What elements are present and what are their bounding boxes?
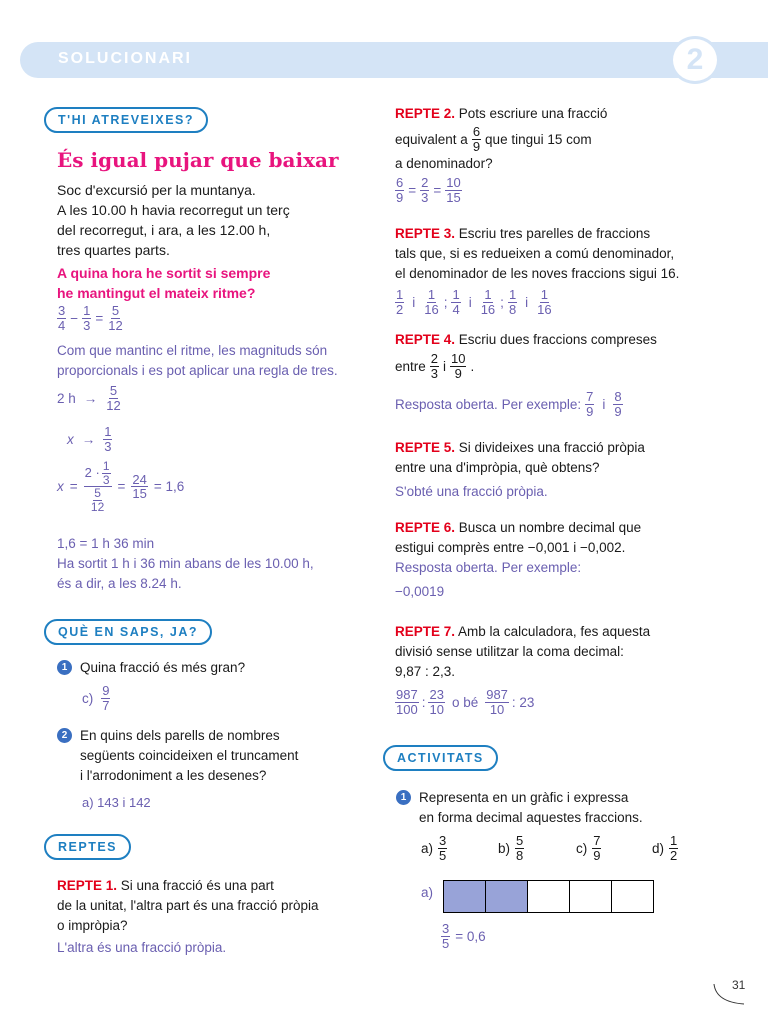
repte-answer: L'altra és una fracció pròpia. bbox=[57, 940, 227, 955]
question-line: següents coincideixen el truncament bbox=[80, 748, 299, 763]
repte-answer: −0,0019 bbox=[395, 584, 445, 599]
repte-3-answer: $\frac{1}{2}$ i $\frac{1}{16}$ ; $\frac{1}{4}$ i $\frac{1}{16}$ ; $\frac{1}{8}$ i $\frac{1}{16}$ bbox=[396, 287, 552, 317]
number-bullet: 1 bbox=[57, 660, 72, 675]
repte-4-answer: Resposta oberta. Per exemple: $\frac{7}{9}$ i $\frac{8}{9}$ bbox=[395, 389, 622, 419]
variable: x bbox=[57, 479, 64, 495]
question-2-answer: a) 143 i 142 bbox=[82, 795, 151, 810]
repte-text: Escriu tres parelles de fraccions bbox=[458, 226, 651, 241]
repte-text: Amb la calculadora, fes aquesta bbox=[458, 624, 651, 639]
question-text bbox=[80, 726, 298, 786]
activity-line: en forma decimal aquestes fraccions. bbox=[419, 810, 643, 825]
fraction: $\frac{3}{4}$ bbox=[58, 303, 66, 333]
repte-text: Escriu dues fraccions compreses bbox=[458, 332, 657, 347]
option-d: d) $\frac{1}{2}$ bbox=[652, 833, 678, 863]
rule-of-three-row-2 bbox=[67, 425, 112, 453]
number-bullet: 2 bbox=[57, 728, 72, 743]
fraction: $\frac{9}{7}$ bbox=[102, 683, 110, 713]
problem-title: És igual pujar que baixar bbox=[57, 148, 339, 172]
question-line: En quins dels parells de nombres bbox=[80, 728, 280, 743]
explanation-line: proporcionals i es pot aplicar una regla de tres. bbox=[57, 363, 338, 378]
repte-2 bbox=[395, 104, 755, 204]
repte-text: 9,87 : 2,3. bbox=[395, 664, 456, 679]
repte-7-answer: $\frac{987}{100}$ : $\frac{23}{10}$ o bé $\frac{987}{10}$ : 23 bbox=[396, 687, 535, 717]
time-line: 1,6 = 1 h 36 min bbox=[57, 536, 155, 551]
repte-text: equivalent a bbox=[395, 131, 468, 147]
problem-question bbox=[57, 263, 270, 303]
grid-cell bbox=[570, 881, 612, 912]
repte-text: o impròpia? bbox=[57, 918, 128, 933]
repte-3 bbox=[395, 224, 760, 316]
number-bullet: 1 bbox=[396, 790, 411, 805]
grid-cell bbox=[612, 881, 653, 912]
repte-label: REPTE 7. bbox=[395, 624, 456, 639]
repte-text: que tingui 15 com bbox=[485, 131, 592, 147]
result: = 1,6 bbox=[153, 479, 185, 495]
final-answer bbox=[57, 554, 314, 594]
page-corner-curve bbox=[712, 982, 746, 1006]
arrow: → bbox=[83, 390, 98, 406]
chapter-number: 2 bbox=[670, 36, 720, 84]
problem-text bbox=[57, 180, 377, 260]
grid-label: a) bbox=[421, 885, 434, 900]
repte-1 bbox=[57, 876, 367, 958]
operator: = bbox=[117, 479, 126, 495]
repte-label: REPTE 1. bbox=[57, 878, 118, 893]
section-que-en-saps: QUÈ EN SAPS, JA? bbox=[44, 619, 212, 645]
rule-left: 2 h bbox=[57, 390, 76, 406]
repte-answer: S'obté una fracció pròpia. bbox=[395, 484, 548, 499]
repte-text: entre una d'impròpia, què obtens? bbox=[395, 460, 600, 475]
question-2 bbox=[57, 726, 298, 786]
compound-fraction: 2 · $\frac{1}{3}$ $\frac{5}{12}$ bbox=[84, 459, 110, 514]
question-line: A quina hora he sortit si sempre bbox=[57, 265, 271, 281]
fraction: $\frac{1}{3}$ bbox=[104, 424, 112, 454]
repte-text: el denominador de les noves fraccions sigui 16. bbox=[395, 266, 680, 281]
option-b: b) $\frac{5}{8}$ bbox=[498, 833, 524, 863]
fraction: $\frac{1}{3}$ bbox=[83, 303, 91, 333]
repte-label: REPTE 3. bbox=[395, 226, 456, 241]
repte-6 bbox=[395, 518, 755, 602]
repte-text: Si una fracció és una part bbox=[120, 878, 274, 893]
operator: = bbox=[69, 479, 78, 495]
fraction: $\frac{24}{15}$ bbox=[132, 471, 147, 502]
x-calculation bbox=[57, 460, 184, 513]
fraction: $\frac{5}{12}$ bbox=[106, 383, 121, 413]
repte-text: de la unitat, l'altra part és una fracció pròpia bbox=[57, 898, 319, 913]
repte-label: REPTE 5. bbox=[395, 440, 456, 455]
activity-1-options bbox=[421, 834, 678, 862]
section-activitats: ACTIVITATS bbox=[383, 745, 498, 771]
fraction: $\frac{6}{9}$ bbox=[472, 123, 481, 154]
fraction-grid bbox=[443, 880, 654, 913]
repte-label: REPTE 2. bbox=[395, 106, 456, 121]
section-reptes: REPTES bbox=[44, 834, 131, 860]
fraction: $\frac{5}{12}$ bbox=[108, 303, 123, 333]
repte-text: Si divideixes una fracció pròpia bbox=[458, 440, 645, 455]
equation-1 bbox=[57, 304, 124, 332]
repte-label: REPTE 4. bbox=[395, 332, 456, 347]
option-a: a) $\frac{3}{5}$ bbox=[421, 833, 447, 863]
question-1-answer bbox=[82, 684, 110, 712]
repte-2-answer: $\frac{6}{9}$ = $\frac{2}{3}$ = $\frac{10}{15}$ bbox=[396, 175, 461, 205]
problem-line: del recorregut, i ara, a les 12.00 h, bbox=[57, 222, 271, 238]
repte-answer: Resposta oberta. Per exemple: bbox=[395, 560, 582, 575]
section-thi-atreveixes: T'HI ATREVEIXES? bbox=[44, 107, 208, 133]
operator: − bbox=[70, 310, 79, 326]
grid-cell bbox=[444, 881, 486, 912]
repte-7 bbox=[395, 622, 755, 716]
repte-text: divisió sense utilitzar la coma decimal: bbox=[395, 644, 624, 659]
problem-line: A les 10.00 h havia recorregut un terç bbox=[57, 202, 290, 218]
operator: = bbox=[95, 310, 104, 326]
repte-text: estigui comprès entre −0,001 i −0,002. bbox=[395, 540, 626, 555]
repte-text: Busca un nombre decimal que bbox=[458, 520, 642, 535]
question-line: he mantingut el mateix ritme? bbox=[57, 285, 256, 301]
activity-1 bbox=[396, 788, 643, 828]
question-1 bbox=[57, 660, 245, 675]
answer-line: Ha sortit 1 h i 36 min abans de les 10.00 h, bbox=[57, 556, 314, 571]
explanation-line: Com que mantinc el ritme, les magnituds són bbox=[57, 343, 328, 358]
header-title: SOLUCIONARI bbox=[58, 50, 192, 67]
question-line: i l'arrodoniment a les desenes? bbox=[80, 768, 267, 783]
page-number: 31 bbox=[732, 978, 746, 992]
repte-text: entre bbox=[395, 358, 426, 374]
question-text: Quina fracció és més gran? bbox=[80, 660, 246, 675]
problem-line: Soc d'excursió per la muntanya. bbox=[57, 182, 256, 198]
repte-text: tals que, si es redueixen a comú denominador, bbox=[395, 246, 675, 261]
problem-line: tres quartes parts. bbox=[57, 242, 170, 258]
repte-label: REPTE 6. bbox=[395, 520, 456, 535]
explanation bbox=[57, 341, 338, 381]
activity-1-result: $\frac{3}{5}$ = 0,6 bbox=[442, 921, 486, 951]
rule-of-three-row-1 bbox=[57, 384, 122, 412]
answer-line: és a dir, a les 8.24 h. bbox=[57, 576, 182, 591]
option-c: c) $\frac{7}{9}$ bbox=[576, 833, 601, 863]
repte-text: Pots escriure una fracció bbox=[458, 106, 608, 121]
repte-4: REPTE 4. Escriu dues fraccions compreses entre $\frac{2}{3}$ i $\frac{10}{9}$ . Resposta oberta. Per exemple: $\frac{7}{9}$ i $\frac{8}{9}$ bbox=[395, 330, 755, 418]
repte-text: a denominador? bbox=[395, 156, 493, 171]
arrow: → bbox=[81, 431, 96, 447]
option-label: c) bbox=[82, 690, 94, 706]
grid-cell bbox=[528, 881, 570, 912]
grid-cell bbox=[486, 881, 528, 912]
activity-line: Representa en un gràfic i expressa bbox=[419, 790, 629, 805]
rule-left: x bbox=[67, 431, 74, 447]
repte-5 bbox=[395, 438, 755, 502]
